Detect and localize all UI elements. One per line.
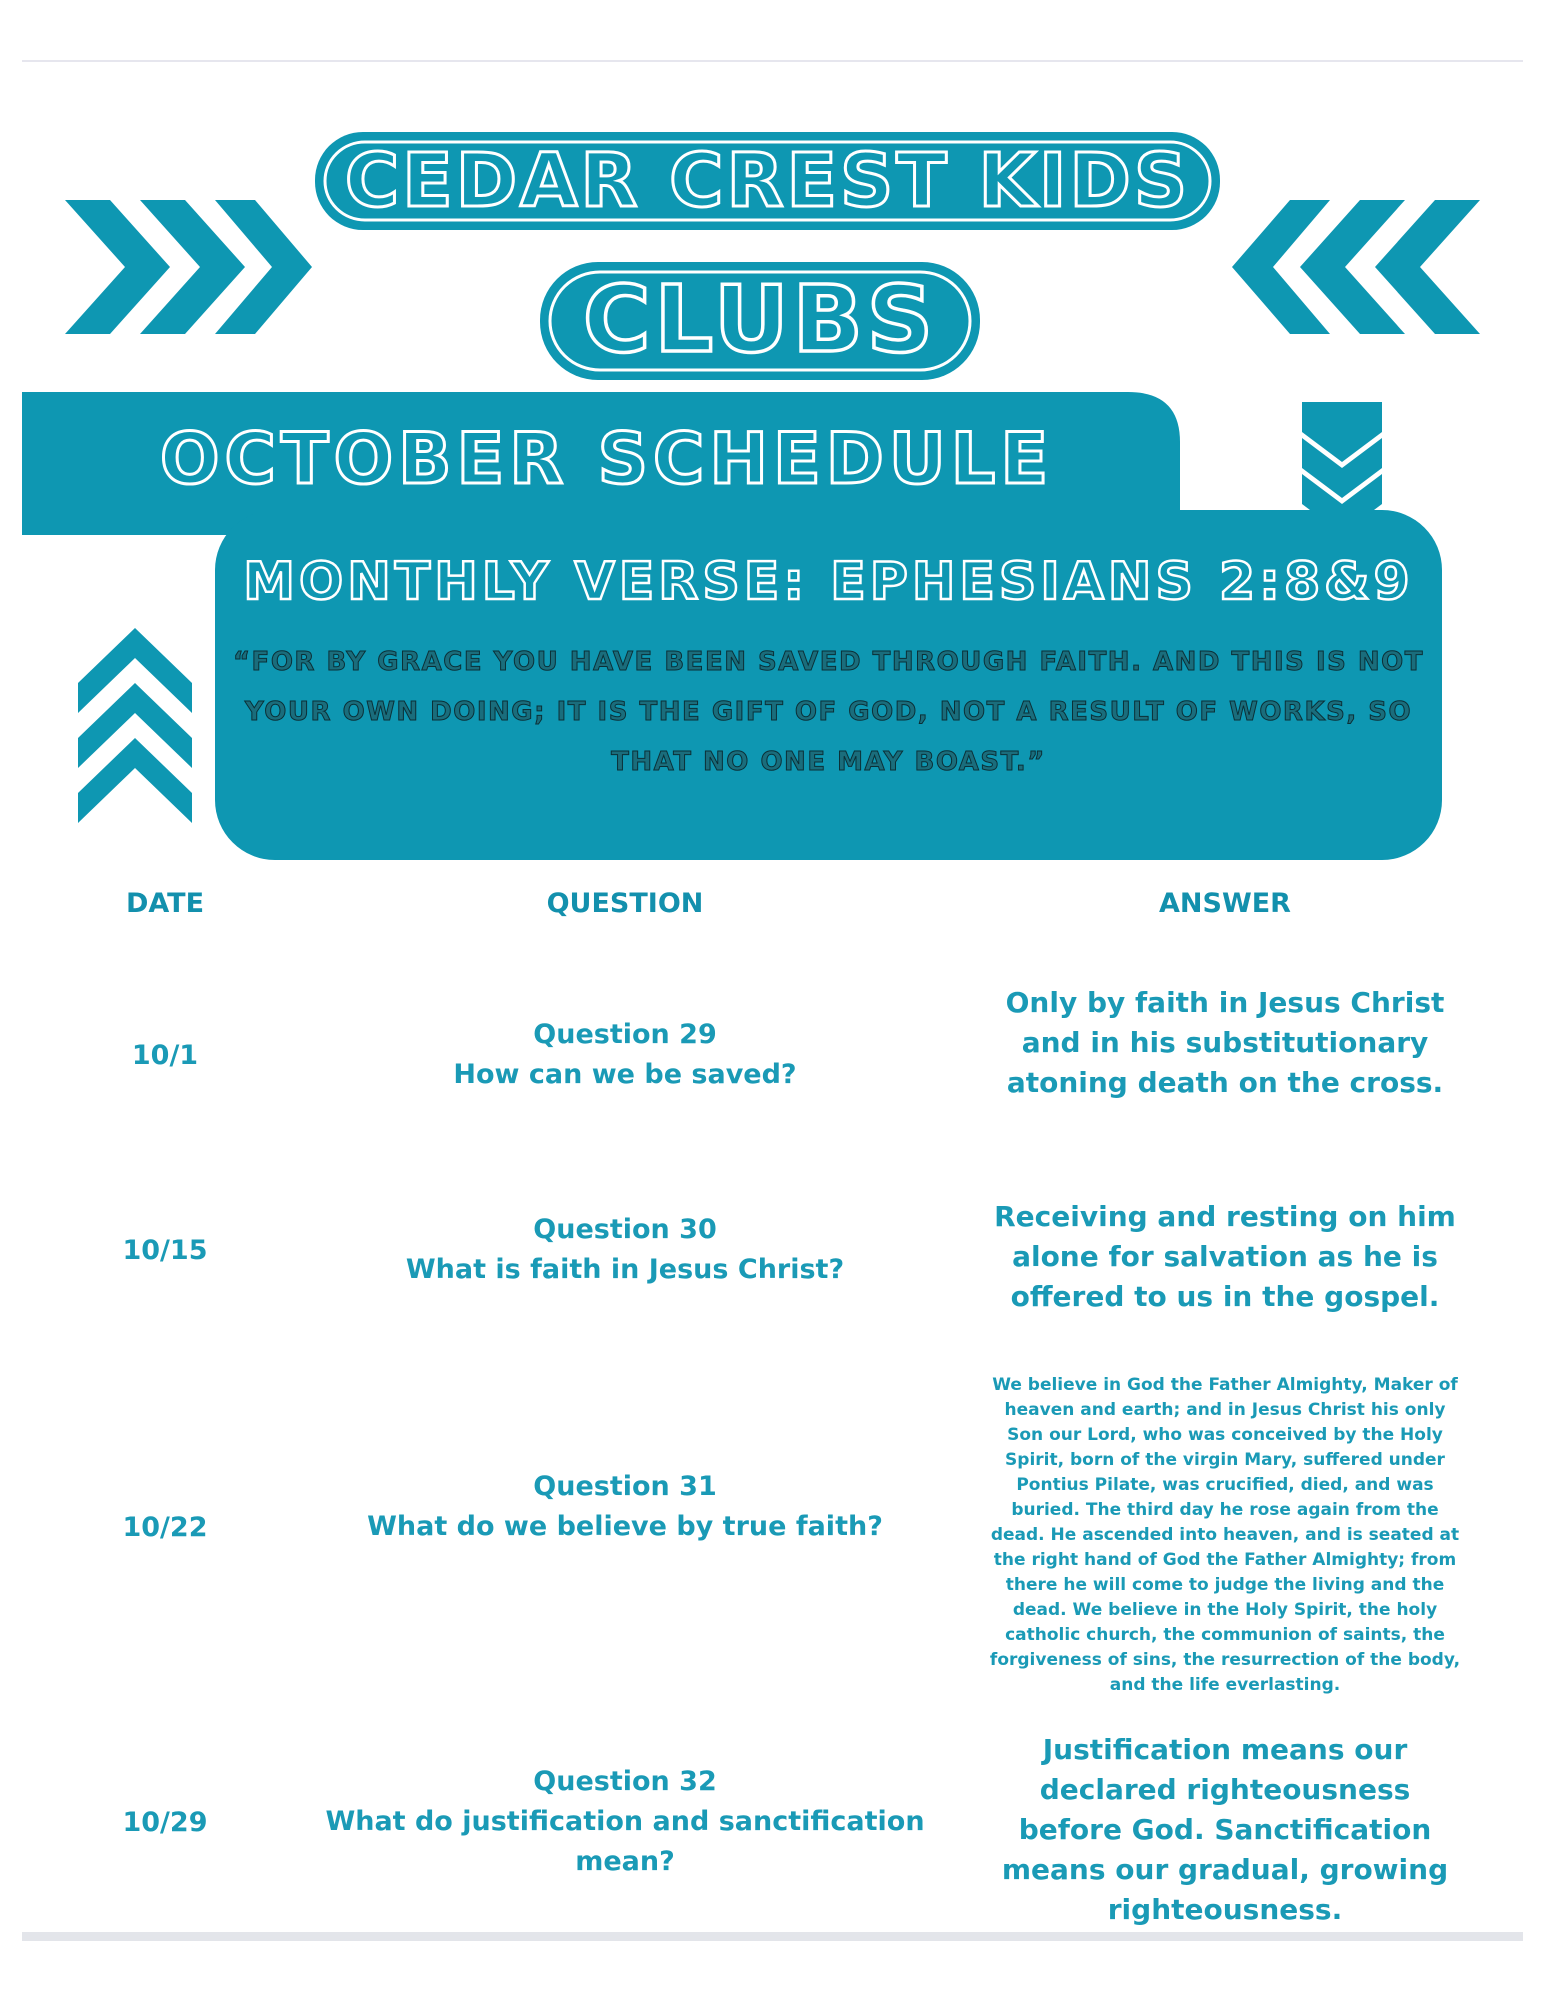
row-date: 10/29 <box>122 1806 208 1838</box>
row-question <box>325 1442 925 1572</box>
verse-text: “FOR BY GRACE YOU HAVE BEEN SAVED THROUGH FAITH. AND THIS IS NOT YOUR OWN DOING; IT IS THE GIFT OF GOD, NOT A RESULT OF WORKS, SO THAT NO ONE MAY BOAST.” <box>232 647 1425 777</box>
row-question <box>325 1185 925 1315</box>
column-header-date: DATE <box>125 888 205 919</box>
left-chevrons-icon <box>1232 200 1480 334</box>
schedule-banner-title: OCTOBER SCHEDULE <box>160 418 1054 500</box>
question-text: What do justification and sanctification mean? <box>325 1806 925 1877</box>
row-answer: We believe in God the Father Almighty, Maker of heaven and earth; and in Jesus Christ his only Son our Lord, who was conceived by the Holy Spirit, born of the virgin Mary, suffered under Pontius Pilate, was crucified, died, and was buried. The third day he rose again from the dead. He ascended into heaven, and is seated at the right hand of God the Father Almighty; from there he will come to judge the living and the dead. We believe in the Holy Spirit, the holy catholic church, the communion of saints, the forgiveness of sins, the resurrection of the body, and the life everlasting. <box>989 1374 1461 1695</box>
verse-title: MONTHLY VERSE: EPHESIANS 2:8&9 <box>243 552 1414 612</box>
row-date: 10/1 <box>131 1039 199 1071</box>
row-answer: Only by faith in Jesus Christ and in his substitutionary atoning death on the cross. <box>1005 986 1445 1099</box>
question-number: Question 32 <box>533 1766 717 1797</box>
column-header-answer: ANSWER <box>1159 888 1291 919</box>
row-question <box>325 990 925 1120</box>
question-text: What do we believe by true faith? <box>367 1511 883 1542</box>
question-number: Question 31 <box>533 1471 717 1502</box>
question-text: How can we be saved? <box>453 1059 797 1090</box>
question-number: Question 29 <box>533 1019 717 1050</box>
row-answer: Receiving and resting on him alone for salvation as he is offered to us in the gospel. <box>994 1200 1456 1313</box>
row-question <box>325 1757 925 1887</box>
up-chevrons-icon <box>78 628 192 828</box>
column-header-question: QUESTION <box>546 888 704 919</box>
bottom-divider <box>22 1932 1523 1941</box>
row-answer: Justification means our declared righteousness before God. Sanctification means our gradual, growing righteousness. <box>1001 1733 1449 1926</box>
title-line-2: CLUBS <box>583 266 937 373</box>
question-text: What is faith in Jesus Christ? <box>405 1254 845 1285</box>
right-chevrons-icon <box>65 200 312 334</box>
row-date: 10/15 <box>122 1234 208 1266</box>
question-number: Question 30 <box>533 1214 717 1245</box>
row-date: 10/22 <box>122 1511 208 1543</box>
title-line-1: CEDAR CREST KIDS <box>344 138 1191 224</box>
